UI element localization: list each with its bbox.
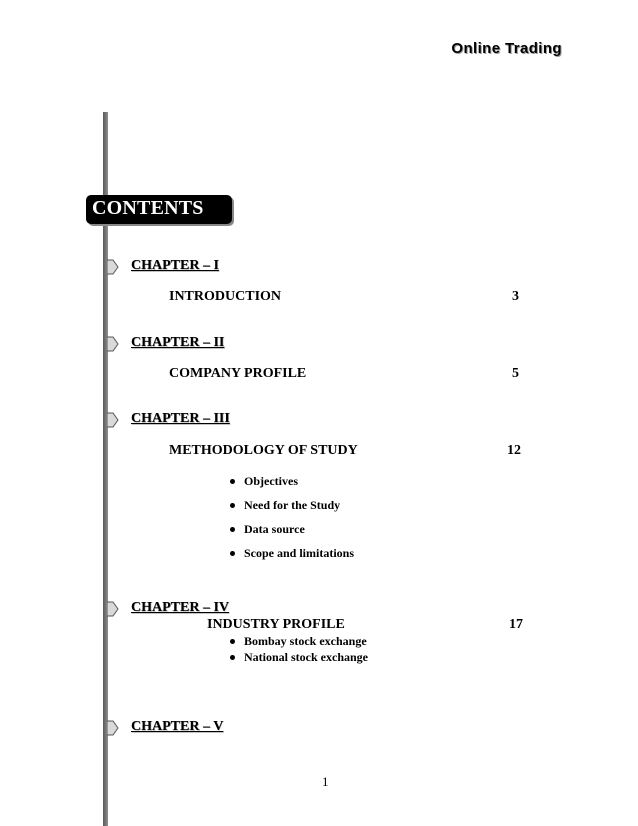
contents-heading: CONTENTS <box>92 197 204 219</box>
chapter-4-section: INDUSTRY PROFILE <box>207 617 345 632</box>
chapter-arrow-icon <box>107 410 119 430</box>
chapter-2-page: 5 <box>512 366 519 381</box>
page-number: 1 <box>322 774 329 789</box>
chapter-4-page: 17 <box>509 617 523 632</box>
contents-heading-box <box>86 195 232 224</box>
chapter-arrow-icon <box>107 257 119 277</box>
chapter-2-section: COMPANY PROFILE <box>169 366 307 381</box>
chapter-3-section: METHODOLOGY OF STUDY <box>169 443 358 458</box>
list-item: Scope and limitations <box>230 546 354 570</box>
chapter-arrow-icon <box>107 334 119 354</box>
list-item: National stock exchange <box>230 650 368 666</box>
chapter-1-page: 3 <box>512 289 519 304</box>
chapter-5-label[interactable]: CHAPTER – V <box>131 719 224 734</box>
list-item: Data source <box>230 522 354 546</box>
chapter-2-label[interactable]: CHAPTER – II <box>131 335 225 350</box>
chapter-4-label[interactable]: CHAPTER – IV <box>131 600 230 615</box>
chapter-3-bullet-list <box>230 474 354 570</box>
chapter-arrow-icon <box>107 718 119 738</box>
list-item: Need for the Study <box>230 498 354 522</box>
chapter-3-page: 12 <box>507 443 521 458</box>
chapter-1-label[interactable]: CHAPTER – I <box>131 258 219 273</box>
chapter-4-bullet-list <box>230 634 368 666</box>
chapter-arrow-icon <box>107 599 119 619</box>
chapter-3-label[interactable]: CHAPTER – III <box>131 411 230 426</box>
document-header-title: Online Trading <box>451 40 562 57</box>
chapter-1-section: INTRODUCTION <box>169 289 282 304</box>
list-item: Objectives <box>230 474 354 498</box>
list-item: Bombay stock exchange <box>230 634 368 650</box>
